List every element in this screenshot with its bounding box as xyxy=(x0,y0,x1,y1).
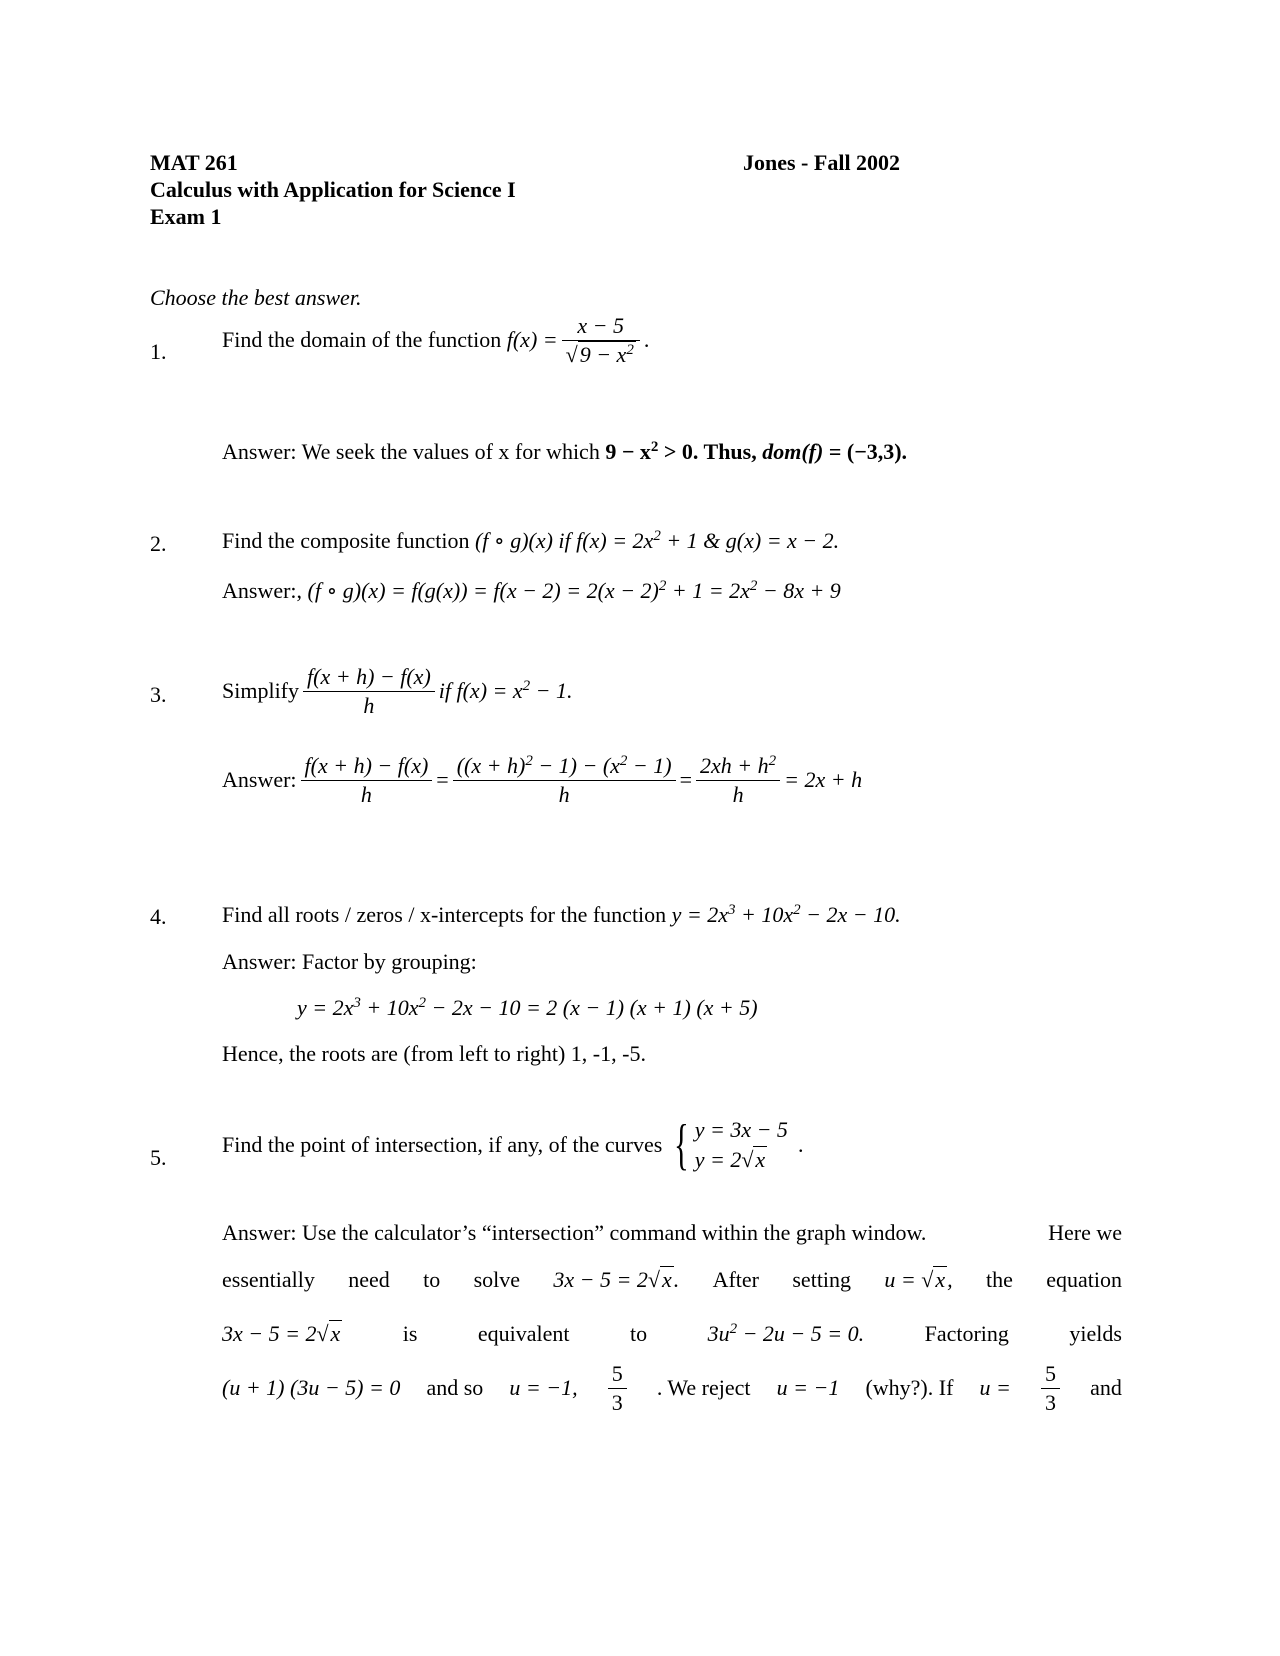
problem-2-question xyxy=(222,528,839,554)
problem-5-answer-line2: essentially need to solve 3x − 5 = 2√x. After setting u = √x, the equation xyxy=(222,1267,1122,1292)
answer-result: = 2x + h xyxy=(784,767,863,792)
fraction-five-thirds-2: $\frac{5}{3}$ xyxy=(1041,1360,1060,1416)
period: . xyxy=(643,327,650,352)
course-code: MAT 261 xyxy=(150,150,238,175)
fraction-numerator: x − 5 xyxy=(562,312,640,341)
exam-title: Exam 1 xyxy=(150,204,222,229)
course-title: Calculus with Application for Science I xyxy=(150,177,516,202)
answer-text: Answer: We seek the values of x for which xyxy=(222,439,600,464)
fraction-five-thirds: $\frac{5}{3}$ xyxy=(608,1360,627,1416)
problem-1-question xyxy=(222,312,649,368)
instructor-term: Jones - Fall 2002 xyxy=(743,150,901,175)
question-math: $y = 2x^3 + 10x^2 - 2x - 10$. xyxy=(671,902,901,927)
problem-1-number: 1. xyxy=(150,339,167,364)
problem-2-number: 2. xyxy=(150,531,167,556)
period: . xyxy=(797,1131,804,1157)
answer-fraction-3: $\frac{2xh + h^2}{h}$ xyxy=(696,752,780,808)
answer-fraction-2: $\frac{((x + h)^2 - 1) - (x^2 - 1)}{h}$ xyxy=(453,752,676,808)
problem-4-number: 4. xyxy=(150,904,167,929)
question-text: Find the composite function xyxy=(222,528,470,553)
fraction-denominator: $√9 - x^2$ xyxy=(565,341,634,367)
problem-2-answer xyxy=(222,578,841,604)
problem-5-answer-line1: Answer: Use the calculator’s “intersection” command within the graph window. Here we xyxy=(222,1220,1122,1245)
answer-label: Answer: xyxy=(222,767,297,792)
equals-sign: = xyxy=(436,767,449,792)
fraction-denominator: h xyxy=(363,692,375,718)
system-line-1: y = 3x − 5 xyxy=(694,1117,788,1142)
problem-5-question xyxy=(222,1115,803,1174)
function-def: f(x) = xyxy=(506,327,558,352)
problem-4-question xyxy=(222,902,901,928)
question-text: Find all roots / zeros / x-intercepts for the function xyxy=(222,902,667,927)
brace-icon: { xyxy=(673,1113,689,1176)
domain-label: dom(f) xyxy=(762,439,824,464)
question-text: Simplify xyxy=(222,678,300,703)
problem-1-answer xyxy=(222,439,907,465)
problem-3-answer xyxy=(222,752,862,808)
problem-3-question xyxy=(222,663,573,719)
difference-quotient xyxy=(303,663,435,719)
problem-4-answer-line3: Hence, the roots are (from left to right) 1, -1, -5. xyxy=(222,1041,646,1066)
question-text: Find the point of intersection, if any, of the curves xyxy=(222,1131,663,1157)
question-math: (f ∘ g)(x) if $f(x) = 2x^2 + 1$ & g(x) = x − 2. xyxy=(474,528,840,553)
system-line-2: y = 2√x xyxy=(694,1146,766,1172)
instructions: Choose the best answer. xyxy=(150,285,362,310)
answer-fraction-1: $\frac{f(x + h) - f(x)}{h}$ xyxy=(301,752,433,808)
answer-label: Answer:, xyxy=(222,578,303,603)
equation-system xyxy=(695,1115,788,1174)
answer-math: (f ∘ $g)(x) = f(g(x)) = f(x - 2) = 2(x - 2)^2 + 1 = 2x^2 - 8x + 9$ xyxy=(307,578,841,603)
problem-4-answer-line1: Answer: Factor by grouping: xyxy=(222,949,477,974)
problem-5-answer-line3: 3x − 5 = 2√x is equivalent to $3u^2 - 2u - 5 = 0$. Factoring yields xyxy=(222,1321,1122,1346)
radicand: $9 - x^2$ xyxy=(579,341,634,367)
problem-5-number: 5. xyxy=(150,1145,167,1170)
question-text: Find the domain of the function xyxy=(222,327,502,352)
equals-sign: = xyxy=(679,767,693,792)
problem-5-answer-line4: (u + 1) (3u − 5) = 0 and so u = −1, $\frac{5}{3}$ . We reject u = −1 (why?). If u = $\frac{5}{3}$ and xyxy=(222,1361,1122,1415)
problem-4-answer-math: $y = 2x^3 + 10x^2 - 2x - 10 = 2$ (x − 1) (x + 1) (x + 5) xyxy=(297,995,758,1020)
question-tail: if $f(x) = x^2 - 1$. xyxy=(438,678,573,703)
fraction-numerator: f(x + h) − f(x) xyxy=(303,663,435,692)
answer-math: $9 - x^2 > 0$. Thus, xyxy=(605,439,757,464)
problem-3-number: 3. xyxy=(150,682,167,707)
fraction xyxy=(562,312,640,368)
domain-value: = (−3,3). xyxy=(823,439,908,464)
